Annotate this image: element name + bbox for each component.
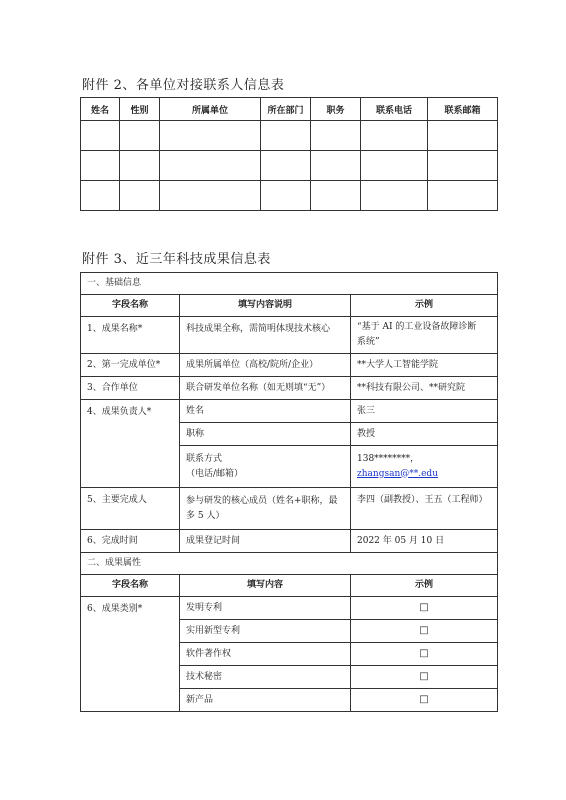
table-cell[interactable] bbox=[160, 181, 261, 211]
header-example: 示例 bbox=[351, 575, 498, 597]
field-partner-unit: 3、合作单位 bbox=[81, 377, 180, 400]
table-cell[interactable] bbox=[311, 181, 361, 211]
desc-line: 参与研发的核心成员（姓名+职称，最 bbox=[186, 495, 338, 506]
field-leader: 4、成果负责人* bbox=[81, 400, 180, 488]
contact-label-line: （电话/邮箱） bbox=[186, 468, 244, 479]
checkbox-software-copyright[interactable] bbox=[351, 643, 498, 666]
table-cell[interactable] bbox=[428, 151, 498, 181]
table-cell[interactable] bbox=[120, 151, 160, 181]
header-department: 所在部门 bbox=[261, 98, 311, 121]
table-row bbox=[81, 400, 498, 423]
table-row bbox=[81, 121, 498, 151]
section-attributes-title: 二、成果属性 bbox=[81, 553, 498, 575]
table-cell[interactable] bbox=[160, 121, 261, 151]
leader-title-example: 教授 bbox=[351, 423, 498, 446]
checkbox-icon[interactable]: □ bbox=[419, 625, 429, 636]
header-example: 示例 bbox=[351, 295, 498, 317]
table-cell[interactable] bbox=[361, 181, 428, 211]
checkbox-new-product[interactable] bbox=[351, 689, 498, 712]
category-option-trade-secret: 技术秘密 bbox=[180, 666, 351, 689]
category-option-invention-patent: 发明专利 bbox=[180, 597, 351, 620]
category-option-software-copyright: 软件著作权 bbox=[180, 643, 351, 666]
header-phone: 联系电话 bbox=[361, 98, 428, 121]
table-cell[interactable] bbox=[81, 151, 120, 181]
leader-name-example: 张三 bbox=[351, 400, 498, 423]
table-cell[interactable] bbox=[361, 151, 428, 181]
table-cell[interactable] bbox=[81, 181, 120, 211]
leader-title-label: 职称 bbox=[180, 423, 351, 446]
leader-contact-label bbox=[180, 446, 351, 488]
desc-partner-unit: 联合研发单位名称（如无则填“无”） bbox=[180, 377, 351, 400]
contact-email-link[interactable]: zhangsan@**.edu bbox=[357, 468, 438, 479]
desc-first-unit: 成果所属单位（高校/院所/企业） bbox=[180, 354, 351, 377]
table-cell[interactable] bbox=[261, 121, 311, 151]
desc-main-members bbox=[180, 488, 351, 530]
table-header-row bbox=[81, 295, 498, 317]
table-row bbox=[81, 151, 498, 181]
header-email: 联系邮箱 bbox=[428, 98, 498, 121]
example-partner-unit: **科技有限公司、**研究院 bbox=[351, 377, 498, 400]
table-cell[interactable] bbox=[428, 121, 498, 151]
field-completion-date: 6、完成时间 bbox=[81, 530, 180, 553]
table-cell[interactable] bbox=[361, 121, 428, 151]
example-line: “基于 AI 的工业设备故障诊断 bbox=[357, 322, 477, 332]
desc-achievement-name: 科技成果全称，需简明体现技术核心 bbox=[180, 317, 351, 354]
table-cell[interactable] bbox=[120, 181, 160, 211]
header-fill-description: 填写内容说明 bbox=[180, 295, 351, 317]
field-main-members: 5、主要完成人 bbox=[81, 488, 180, 530]
table-row bbox=[81, 488, 498, 530]
checkbox-icon[interactable]: □ bbox=[419, 648, 429, 659]
example-line: 系统” bbox=[357, 337, 380, 347]
desc-line: 多 5 人） bbox=[186, 510, 225, 521]
table-row bbox=[81, 597, 498, 620]
example-achievement-name bbox=[351, 317, 498, 354]
leader-name-label: 姓名 bbox=[180, 400, 351, 423]
header-field-name: 字段名称 bbox=[81, 295, 180, 317]
contact-person-table bbox=[80, 97, 498, 211]
table-cell[interactable] bbox=[261, 181, 311, 211]
checkbox-icon[interactable]: □ bbox=[419, 694, 429, 705]
example-main-members: 李四（副教授）、王五（工程师） bbox=[351, 488, 498, 530]
table-cell[interactable] bbox=[311, 151, 361, 181]
header-position: 职务 bbox=[311, 98, 361, 121]
table-header-row bbox=[81, 98, 498, 121]
table-row bbox=[81, 377, 498, 400]
desc-completion-date: 成果登记时间 bbox=[180, 530, 351, 553]
checkbox-invention-patent[interactable] bbox=[351, 597, 498, 620]
field-achievement-name: 1、成果名称* bbox=[81, 317, 180, 354]
category-option-utility-patent: 实用新型专利 bbox=[180, 620, 351, 643]
header-name: 姓名 bbox=[81, 98, 120, 121]
contact-phone: 138********， bbox=[357, 453, 420, 464]
checkbox-trade-secret[interactable] bbox=[351, 666, 498, 689]
table-cell[interactable] bbox=[311, 121, 361, 151]
category-option-new-product: 新产品 bbox=[180, 689, 351, 712]
table-header-row bbox=[81, 575, 498, 597]
attachment3-title: 附件 3、近三年科技成果信息表 bbox=[82, 252, 271, 267]
example-first-unit: **大学人工智能学院 bbox=[351, 354, 498, 377]
field-achievement-category: 6、成果类别* bbox=[81, 597, 180, 712]
checkbox-utility-patent[interactable] bbox=[351, 620, 498, 643]
header-field-name: 字段名称 bbox=[81, 575, 180, 597]
attachment2-title: 附件 2、各单位对接联系人信息表 bbox=[82, 78, 285, 93]
table-cell[interactable] bbox=[261, 151, 311, 181]
field-first-unit: 2、第一完成单位* bbox=[81, 354, 180, 377]
section-row bbox=[81, 273, 498, 295]
table-row bbox=[81, 530, 498, 553]
header-unit: 所属单位 bbox=[160, 98, 261, 121]
table-cell[interactable] bbox=[120, 121, 160, 151]
table-row bbox=[81, 354, 498, 377]
table-cell[interactable] bbox=[81, 121, 120, 151]
header-gender: 性别 bbox=[120, 98, 160, 121]
table-cell[interactable] bbox=[428, 181, 498, 211]
leader-contact-example bbox=[351, 446, 498, 488]
example-completion-date: 2022 年 05 月 10 日 bbox=[351, 530, 498, 553]
header-fill-content: 填写内容 bbox=[180, 575, 351, 597]
contact-label-line: 联系方式 bbox=[186, 453, 223, 464]
checkbox-icon[interactable]: □ bbox=[419, 671, 429, 682]
section-row bbox=[81, 553, 498, 575]
table-row bbox=[81, 181, 498, 211]
table-cell[interactable] bbox=[160, 151, 261, 181]
table-row bbox=[81, 317, 498, 354]
achievement-info-table bbox=[80, 272, 498, 712]
section-basic-info-title: 一、基础信息 bbox=[81, 273, 498, 295]
checkbox-icon[interactable]: □ bbox=[419, 602, 429, 613]
